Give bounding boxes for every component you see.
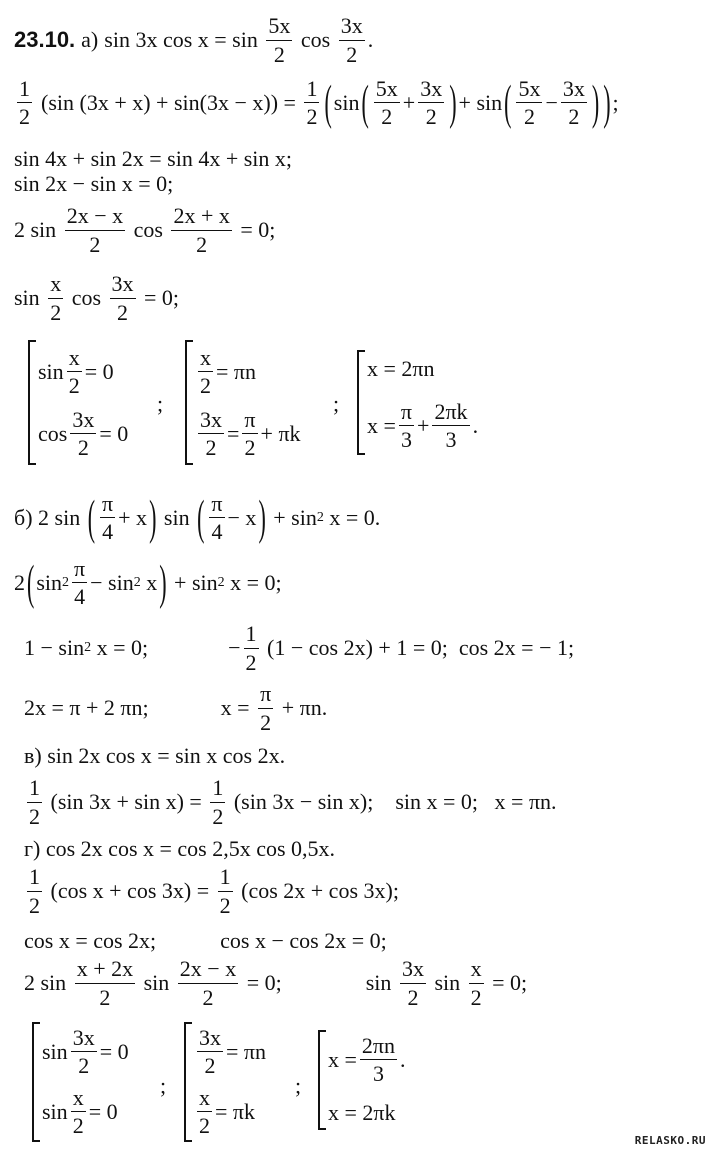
text: x = 0;: [91, 635, 149, 660]
fraction: $\frac{1}{2}$: [245, 621, 257, 675]
text: +: [402, 89, 416, 115]
fraction: $\frac{\pi}{2}$: [260, 681, 272, 735]
text: (1 − cos 2x) + 1 = 0; cos 2x = − 1;: [261, 635, 575, 660]
b-line-3: [24, 623, 574, 673]
a-line-1: [14, 13, 374, 67]
fraction: $\frac{2\pi k}{3}$: [434, 399, 468, 453]
fraction: $\frac{1}{2}$: [212, 775, 224, 829]
separator: ;: [295, 1073, 302, 1098]
exponent: 2: [84, 640, 92, 655]
text: −: [228, 635, 241, 660]
fraction: $\frac{2x - x}{2}$: [66, 203, 124, 257]
text: б) 2 sin: [14, 504, 86, 530]
fraction: $\frac{\pi}{4}$: [74, 555, 86, 609]
text: .: [472, 412, 479, 438]
text: (cos x + cos 3x) =: [45, 878, 215, 903]
a-system-3: [357, 350, 519, 455]
separator: ;: [333, 391, 340, 416]
text: + πn.: [276, 695, 328, 720]
fraction: $\frac{5x}{2}$: [518, 75, 541, 129]
text: x =: [328, 1046, 357, 1072]
text: = 0: [99, 1038, 129, 1064]
system-row: [367, 356, 435, 382]
text: − x: [227, 504, 257, 530]
d-line-3: [24, 930, 387, 952]
a-line-4: sin 2x − sin x = 0;: [14, 171, 174, 196]
a-label: а): [81, 27, 99, 52]
text: x: [140, 569, 158, 595]
text: sin: [138, 970, 175, 995]
fraction: $\frac{2\pi n}{3}$: [361, 1033, 396, 1087]
paren: ): [603, 73, 611, 129]
fraction: $\frac{3x}{2}$: [401, 956, 424, 1010]
text: = 0: [88, 1098, 118, 1124]
text: + sin: [267, 504, 317, 530]
text: x = 2πk: [328, 1100, 396, 1125]
a-system-2: [185, 340, 317, 465]
problem-number: 23.10.: [14, 27, 76, 52]
fraction: $\frac{1}{2}$: [29, 864, 40, 918]
text: sin: [36, 569, 63, 595]
system-row: [194, 1026, 266, 1077]
fraction: $\frac{1}{2}$: [219, 864, 231, 918]
fraction: $\frac{x}{2}$: [68, 345, 80, 399]
text: .: [400, 1046, 406, 1072]
exponent: 2: [217, 574, 225, 590]
fraction: $\frac{3x}{2}$: [420, 75, 443, 129]
text: =: [227, 420, 240, 446]
paren: (: [504, 73, 512, 129]
system-row: [38, 408, 128, 459]
d-system-3: [318, 1030, 460, 1130]
text: 2x = π + 2 πn;: [24, 695, 149, 720]
paren: (: [361, 73, 369, 129]
d-line-1: г) cos 2x cos x = cos 2,5x cos 0,5x.: [24, 836, 336, 861]
paren: ): [591, 73, 600, 129]
fraction: $\frac{3x}{2}$: [199, 1025, 221, 1079]
d-system-1: [32, 1022, 154, 1142]
text: −: [545, 89, 558, 115]
separator: ;: [157, 391, 164, 416]
d-system-2: [184, 1022, 296, 1142]
system-row: [367, 400, 478, 451]
text: = πn: [216, 358, 257, 384]
text: = πn: [226, 1038, 267, 1064]
text: cos: [295, 27, 336, 52]
system-row: [328, 1100, 396, 1126]
text: cos x − cos 2x = 0;: [220, 928, 387, 953]
d-line-4: [24, 958, 527, 1008]
text: (sin (3x + x) + sin(3x − x)) =: [41, 89, 302, 115]
system-row: [328, 1034, 406, 1085]
fraction: $\frac{x}{2}$: [470, 956, 482, 1010]
text: sin: [42, 1098, 68, 1124]
b-line-4: [24, 683, 327, 733]
text: 2: [14, 569, 25, 595]
fraction: $\frac{2x + x}{2}$: [173, 203, 230, 257]
text: sin: [158, 504, 196, 530]
text: x =: [367, 412, 396, 438]
text: x = 0;: [224, 569, 282, 595]
text: sin: [365, 970, 397, 995]
b-line-1: [14, 490, 380, 545]
text: sin: [42, 1038, 68, 1064]
text: x = 2πn: [367, 356, 435, 381]
fraction: $\frac{5x}{2}$: [375, 75, 398, 129]
a-line-5: [14, 205, 275, 255]
text: = 0;: [241, 970, 282, 995]
fraction: $\frac{3x}{2}$: [111, 271, 134, 325]
text: (cos 2x + cos 3x);: [235, 878, 399, 903]
fraction: $\frac{\pi}{4}$: [102, 490, 114, 544]
system-row: [194, 1086, 255, 1137]
fraction: $\frac{3x}{2}$: [72, 1025, 95, 1079]
fraction: $\frac{x + 2x}{2}$: [76, 956, 134, 1010]
fraction: $\frac{\pi}{4}$: [211, 490, 223, 544]
b-line-2: [14, 555, 282, 610]
paren: (: [27, 553, 35, 609]
text: 1 − sin: [24, 635, 85, 660]
text: (sin 3x − sin x); sin x = 0; x = πn.: [228, 789, 557, 814]
text: = 0: [84, 358, 114, 384]
text: + sin: [168, 569, 218, 595]
paren: ): [449, 73, 457, 129]
text: = 0: [99, 420, 129, 446]
fraction: $\frac{3x}{2}$: [340, 13, 363, 67]
system-row: [195, 346, 256, 397]
text: ;: [612, 89, 619, 115]
a-line-3: sin 4x + sin 2x = sin 4x + sin x;: [14, 146, 293, 171]
watermark: RELASKO.RU: [634, 1134, 706, 1147]
separator: ;: [160, 1073, 167, 1098]
a-system-1: [28, 340, 150, 465]
fraction: $\frac{3x}{2}$: [562, 75, 585, 129]
exponent: 2: [133, 574, 141, 590]
system-row: [42, 1026, 129, 1077]
text: +: [417, 412, 430, 438]
text: 2 sin: [24, 970, 72, 995]
text: + πk: [260, 420, 301, 446]
text: = 0;: [486, 970, 528, 995]
paren: ): [159, 553, 167, 609]
fraction: $\frac{3x}{2}$: [200, 407, 222, 461]
c-line-1: в) sin 2x cos x = sin x cos 2x.: [24, 743, 286, 768]
text: sin 3x cos x = sin: [104, 27, 264, 52]
d-line-2: [24, 866, 399, 916]
fraction: $\frac{1}{2}$: [306, 75, 318, 129]
text: = πk: [215, 1098, 256, 1124]
c-line-2: [24, 777, 557, 827]
system-row: [195, 408, 301, 459]
fraction: $\frac{1}{2}$: [19, 75, 30, 129]
fraction: $\frac{x}{2}$: [72, 1085, 84, 1139]
fraction: $\frac{1}{2}$: [29, 775, 40, 829]
fraction: $\frac{2x - x}{2}$: [179, 956, 237, 1010]
text: = 0;: [138, 285, 180, 310]
text: sin: [333, 89, 360, 115]
text: .: [367, 27, 374, 52]
text: = 0;: [234, 217, 276, 242]
a-line-6: [14, 273, 179, 323]
text: cos: [128, 217, 169, 242]
fraction: $\frac{5x}{2}$: [268, 13, 291, 67]
text: sin: [14, 285, 46, 310]
text: 2 sin: [14, 217, 62, 242]
system-row: [42, 1086, 118, 1137]
fraction: $\frac{x}{2}$: [200, 345, 211, 399]
exponent: 2: [316, 509, 324, 525]
text: x =: [220, 695, 256, 720]
paren: (: [87, 488, 96, 544]
text: x = 0.: [323, 504, 381, 530]
paren: (: [324, 73, 332, 129]
fraction: $\frac{x}{2}$: [199, 1085, 210, 1139]
paren: ): [149, 488, 157, 544]
fraction: $\frac{\pi}{2}$: [244, 407, 256, 461]
text: cos: [38, 420, 68, 446]
text: sin: [38, 358, 64, 384]
text: + x: [118, 504, 148, 530]
text: cos x = cos 2x;: [24, 928, 157, 953]
text: − sin: [90, 569, 134, 595]
text: cos: [66, 285, 107, 310]
text: + sin: [458, 89, 503, 115]
fraction: $\frac{x}{2}$: [50, 271, 62, 325]
a-line-2: [14, 75, 619, 130]
exponent: 2: [62, 574, 70, 590]
paren: ): [258, 488, 266, 544]
text: (sin 3x + sin x) =: [45, 789, 208, 814]
fraction: $\frac{3x}{2}$: [72, 407, 95, 461]
text: sin: [428, 970, 466, 995]
system-row: [38, 346, 114, 397]
fraction: $\frac{\pi}{3}$: [400, 399, 413, 453]
paren: (: [197, 488, 205, 544]
